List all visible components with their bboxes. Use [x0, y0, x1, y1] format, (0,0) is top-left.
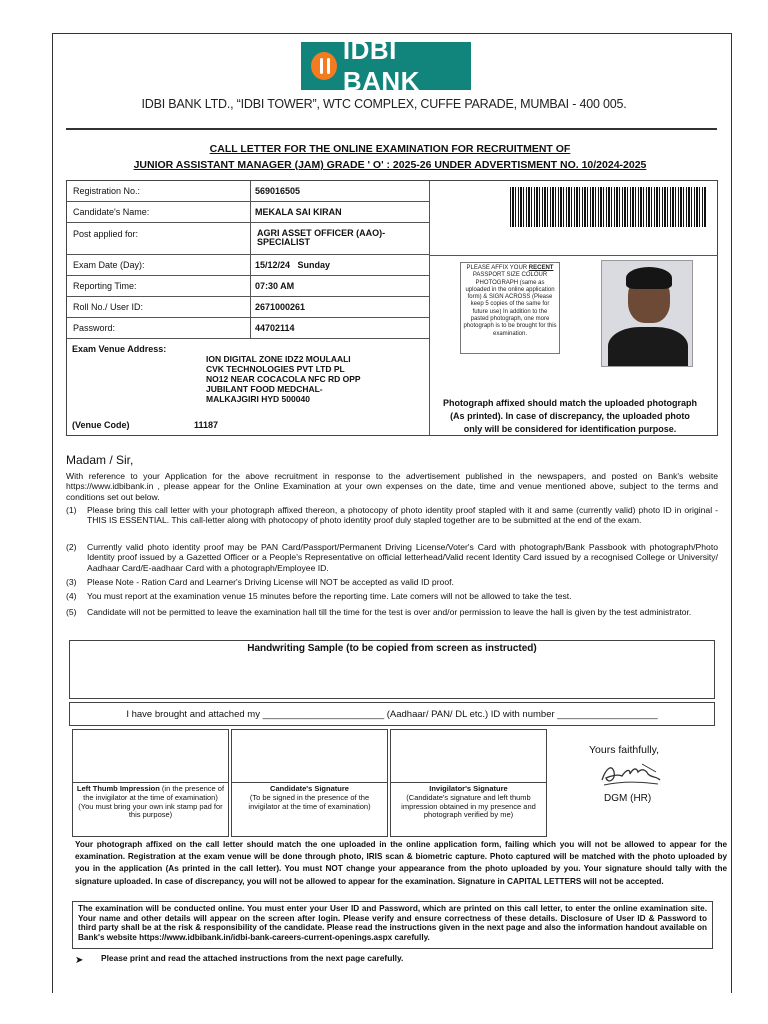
- photo-match-note: Photograph affixed should match the uploaded photograph (As printed). In case of discrepancy, the uploaded photo only will be considered for identification purpose.: [443, 398, 697, 434]
- detail-value: AGRI ASSET OFFICER (AAO)- SPECIALIST: [257, 228, 386, 247]
- right-column-hdivider: [429, 255, 718, 256]
- detail-label: Reporting Time:: [73, 281, 137, 291]
- candidate-signature-title: Candidate's Signature: [270, 784, 349, 793]
- venue-address: ION DIGITAL ZONE IDZ2 MOULAALI CVK TECHNOLOGIES PVT LTD PL NO12 NEAR COCACOLA NFC RD OPP JUBILANT FOOD MEDCHAL- MALKAJGIRI HYD 500040: [206, 354, 361, 404]
- intro-text-post: , please appear for the Online Examination at your own expenses on the date, time and venue mentioned above, subject to the terms and conditions set out below.: [66, 481, 718, 502]
- affix-text-post: PASSPORT SIZE COLOUR PHOTOGRAPH (same as uploaded in the online application form) & SIGN ACROSS (Please keep 5 copies of the same for future use) In addition to the pasted photograph, one more photograph is to be brought for this examination.: [463, 272, 557, 337]
- detail-row-name: [67, 202, 429, 223]
- online-notice-text: The examination will be conducted online. You must enter your User ID and Password, which are printed on this call letter, to enter the online examination site. Your name and other details will appear on the screen after login. Please verify and ensure correctness of these details. Disclosure of User ID & Password to third party shall be at the risk & responsibility of the candidate. Please read the instructions given in the next page and also the information handout available on Bank's website: [78, 904, 707, 942]
- affix-text: PLEASE AFFIX YOUR: [466, 265, 529, 271]
- detail-label: Candidate's Name:: [73, 207, 150, 217]
- instruction-text: Please bring this call letter with your photograph affixed thereon, a photocopy of photo identity proof stapled with it and same (currently valid) photo ID in original - THIS IS ESSENTIAL. This call-letter along with photocopy of photo identity proof duly stapled together are to be submitted at the end of the exam.: [87, 505, 718, 526]
- detail-label: Roll No./ User ID:: [73, 302, 144, 312]
- idbi-website-link[interactable]: https://www.idbibank.in: [66, 481, 154, 492]
- candidate-signature-desc: (To be signed in the presence of the invigilator at the time of examination): [248, 792, 371, 811]
- detail-value: 44702114: [255, 323, 295, 333]
- photo-warning-text: Your photograph affixed on the call letter should match the one uploaded in the online application form, failing which you will not be allowed to appear for the examination. Registration at the exam venue will be done through photo, IRIS scan & biometric capture. Photo captured will be matched with the photo uploaded by you in the application (As printed in the call letter). You must NOT change your appearance from the photo uploaded by you. Your signature should tally with the signature uploaded. In case of discrepancy, you will not be allowed to appear for the examination. Signature in CAPITAL LETTERS will not be accepted.: [75, 840, 727, 886]
- online-exam-notice: [72, 901, 713, 949]
- detail-row-reporting-time: [67, 276, 429, 297]
- detail-row-post: [67, 223, 429, 255]
- header-divider: [66, 128, 717, 130]
- detail-row-password: [67, 318, 429, 339]
- thumb-title: Left Thumb Impression: [76, 784, 160, 793]
- print-instructions-note: Please print and read the attached instructions from the next page carefully.: [101, 953, 404, 963]
- title-line-2: JUNIOR ASSISTANT MANAGER (JAM) GRADE ' O' : 2025-26 UNDER ADVERTISMENT NO. 10/2024-2025: [133, 159, 647, 171]
- idbi-logo-icon: [311, 52, 337, 80]
- detail-value: 07:30 AM: [255, 281, 295, 291]
- salutation: Madam / Sir,: [66, 453, 134, 467]
- photo-body: [608, 327, 688, 367]
- instruction-number: (4): [66, 591, 77, 601]
- yours-faithfully: Yours faithfully,: [589, 744, 660, 756]
- thumb-caption: [75, 785, 226, 820]
- instruction-number: (1): [66, 505, 77, 515]
- candidate-signature-caption: [234, 785, 385, 811]
- detail-row-exam-date: [67, 255, 429, 276]
- thumb-desc: (in the presence of the invigilator at the time of examination) (You must bring your own ink stamp pad for this purpose): [78, 784, 225, 820]
- instruction-text: You must report at the examination venue 15 minutes before the reporting time. Late comers will not be allowed to take the test.: [87, 591, 572, 601]
- candidate-photograph: [601, 260, 693, 367]
- id-declaration-box: [69, 702, 715, 726]
- bank-address: IDBI BANK LTD., “IDBI TOWER”, WTC COMPLEX, CUFFE PARADE, MUMBAI - 400 005.: [141, 97, 627, 111]
- detail-label: Post applied for:: [73, 229, 139, 239]
- candidate-signature-area: [232, 730, 387, 783]
- detail-value: 569016505: [255, 186, 301, 196]
- affix-recent: RECENT: [528, 265, 554, 271]
- venue-code: 11187: [194, 420, 219, 430]
- invigilator-signature-area: [391, 730, 546, 783]
- dgm-signature-image: [596, 758, 666, 790]
- detail-label: Exam Date (Day):: [73, 260, 145, 270]
- invigilator-signature-box: [390, 729, 547, 837]
- detail-label: Password:: [73, 323, 116, 333]
- letter-intro: [66, 471, 718, 502]
- invigilator-signature-caption: [393, 785, 544, 820]
- photo-hair: [626, 267, 672, 289]
- right-column-divider: [429, 181, 430, 435]
- instruction-number: (2): [66, 542, 77, 552]
- detail-value: 15/12/24 Sunday: [255, 260, 331, 270]
- invigilator-signature-desc: (Candidate's signature and left thumb impression obtained in my presence and photograph verified by me): [401, 792, 536, 820]
- call-letter-title: [60, 141, 720, 173]
- intro-text: With reference to your Application for the above recruitment in response to the advertisement published in the newspapers, and posted on Bank's website: [66, 471, 718, 481]
- photo-affix-instructions: [460, 262, 560, 354]
- detail-row-registration: [67, 181, 429, 202]
- idbi-bank-logo: [301, 35, 471, 96]
- instruction-number: (5): [66, 607, 77, 617]
- venue-label: Exam Venue Address:: [72, 344, 167, 354]
- detail-value: MEKALA SAI KIRAN: [255, 207, 342, 217]
- careers-page-link[interactable]: https://www.idbibank.in/idbi-bank-careers-current-openings.aspx: [139, 932, 393, 942]
- thumb-area: [73, 730, 228, 783]
- venue-code-label: (Venue Code): [72, 420, 130, 430]
- detail-value: 2671000261: [255, 302, 306, 312]
- detail-row-roll-no: [67, 297, 429, 318]
- registration-barcode: [510, 187, 706, 227]
- candidate-signature-box: [231, 729, 388, 837]
- column-divider: [250, 181, 251, 339]
- left-thumb-impression-box: [72, 729, 229, 837]
- invigilator-signature-title: Invigilator's Signature: [429, 784, 508, 793]
- online-notice-text-post: carefully.: [392, 932, 430, 942]
- id-declaration-text: I have brought and attached my _______________________ (Aadhaar/ PAN/ DL etc.) ID with number ___________________: [126, 709, 658, 720]
- logo-text: IDBI BANK: [342, 35, 420, 96]
- arrow-icon: ➤: [75, 955, 84, 966]
- handwriting-sample-box: [69, 640, 715, 699]
- dgm-designation: DGM (HR): [604, 793, 652, 804]
- instruction-text: Candidate will not be permitted to leave the examination hall till the time for the test is over and/or permission to leave the hall is given by the test administrator.: [87, 607, 692, 617]
- detail-label: Registration No.:: [73, 186, 141, 196]
- instruction-text: Please Note - Ration Card and Learner's Driving License will NOT be accepted as valid ID proof.: [87, 577, 454, 587]
- handwriting-title: Handwriting Sample (to be copied from screen as instructed): [247, 643, 537, 654]
- instruction-text: Currently valid photo identity proof may be PAN Card/Passport/Permanent Driving License/Voter's Card with photograph/Bank Passbook with photograph/Photo Identity proof issued by a Gazetted Officer or a People's Representative on official letterhead/Valid recent Identity Card issued by a recognised College or University/ Aadhaar Card/E-aadhaar Card with a photograph/Employee ID.: [87, 542, 718, 573]
- instruction-number: (3): [66, 577, 77, 587]
- title-line-1: CALL LETTER FOR THE ONLINE EXAMINATION FOR RECRUITMENT OF: [209, 143, 571, 155]
